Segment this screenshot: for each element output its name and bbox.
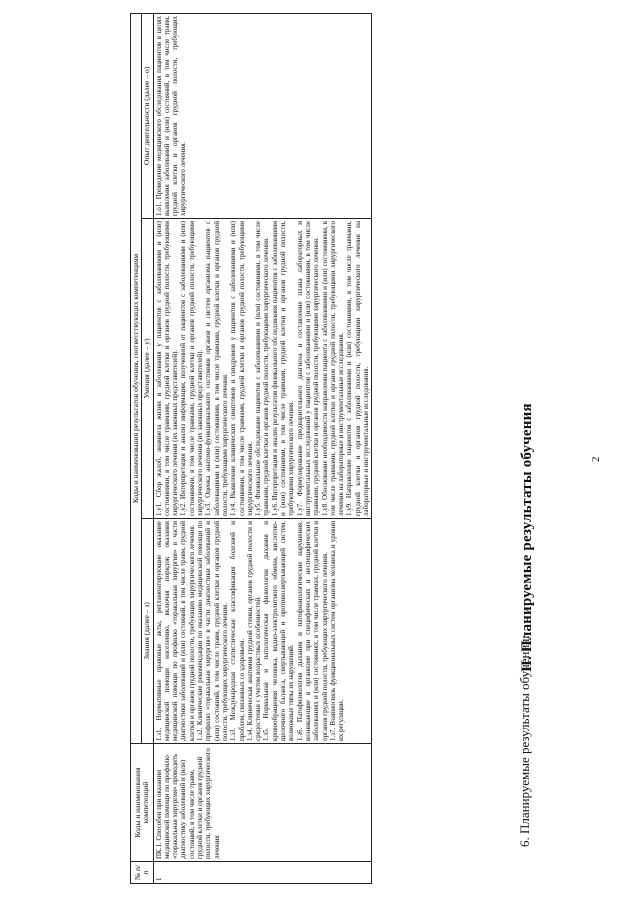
header-experience: Опыт деятельности (далее – о) (142, 14, 153, 219)
header-knowledge: Знания (далее – з) (142, 519, 153, 744)
skill-item: 1.у2. Интерпретация и анализ информации, полученной от пациентов с заболеваниями и (или) состояниями, в том числе травмами, грудной клетки и органов грудной полости, требующими хирургического лечения (их законных представителей). (179, 221, 205, 516)
knowledge-item: 1.з5. Нормальная и патологическая физиология дыхания и кровообращения человека, водно-электролитного обмена, кислотно-щелочного баланса, свертывающей и противосвертывающей систем, возможные типы их нарушений. (262, 521, 296, 741)
knowledge-item: 1.з6. Патофизиология дыхания и патофизиологические нарушения, возникающие в организме при специфических и неспецифических заболеваниях и (или) состояниях, в том числе травмах, грудной клетки и органов грудной полости, требующих хирургического лечения. (295, 521, 329, 741)
header-results-group: Коды и наименования результатов обучения, соответствующих компетенциям (131, 14, 142, 744)
skill-item: 1.у6. Интерпретация и анализ результатов физикального обследования пациентов с заболеваниями и (или) состояниями, в том числе травмами, грудной клетки и органов грудной полости, требующими хирургического лечения. (270, 221, 296, 516)
skill-item: 1.у3. Оценка анатомо-функционального состояния органов и систем организма пациентов с заболеваниями и (или) состояниями, в том числе травмами, грудной клетки и органов грудной полости, требующими хирургического лечения. (204, 221, 229, 516)
table-row (153, 14, 372, 884)
knowledge-item: 1.з7. Взаимосвязь функциональных систем организма человека и уровни их регуляции. (328, 521, 346, 741)
knowledge-item: 1.з1. Нормативные правовые акты, регламентирующие оказание медицинской помощи населению, включая порядок оказания медицинской помощи по профилю «торакальная хирургия» в части диагностики заболеваний и (или) состояний, в том числе травм, грудной клетки и органов грудной полости, требующих хирургического лечения. (154, 521, 196, 741)
skill-item: 1.у7. Формулирование предварительного диагноза и составление плана лабораторных и инструментальных исследований у пациентов с заболеваниями и (или) состояниями, в том числе травмами, грудной клетки и органов грудной полости, требующими хирургического лечения. (295, 221, 321, 516)
skills-cell (153, 219, 372, 519)
skill-item: 1.у9. Направление пациентов с заболеваниями и (или) состояниями, в том числе травмами, грудной клетки и органов грудной полости, требующими хирургического лечения на лабораторные и инструментальные исследования. (345, 221, 371, 516)
skill-item: 1.у1. Сбор жалоб, анамнеза жизни и заболевания у пациентов с заболеваниями и (или) состояниями, в том числе травмами, грудной клетки и органов грудной полости, требующими хирургического лечения (их законных представителей). (154, 221, 180, 516)
skill-item: 1.у8. Обоснование необходимости направления пациента с заболеваниями и (или) состояниями, в том числе травмами, грудной клетки и органов грудной полости, требующими хирургического лечения на лабораторные и инструментальные исследования. (320, 221, 346, 516)
competency-cell: ПК.1. Способен при оказании медицинской помощи по профилю «торакальная хирургия» проводить диагностику заболеваний и (или) состояний, в том числе травм, грудной клетки и органов грудной полости, требующих хирургического лечения (153, 744, 372, 862)
page-number: 2 (590, 456, 602, 462)
knowledge-item: 1.з2. Клинические рекомендации по оказанию медицинской помощи по профилю «торакальная хирургия» в части диагностики заболеваний и (или) состояний, в том числе травм, грудной клетки и органов грудной полости, требующих хирургического лечения. (196, 521, 229, 741)
knowledge-item: 1.з3. Международная статистическая классификация болезней и проблем, связанных со здоровьем. (229, 521, 246, 741)
experience-item: 1.о1. Проведение медицинского обследования пациентов в целях выявления заболеваний и (или) состояний, в том числе травм, грудной клетки и органов грудной полости, требующих хирургического лечения. (154, 16, 188, 216)
header-skills: Умения (далее – у) (142, 219, 153, 519)
section-title: II. Планируемые результаты обучения (519, 403, 535, 672)
experience-cell (153, 14, 372, 219)
skill-item: 1.у5. Физикальное обследование пациентов с заболеваниями и (или) состояниями, в том числе травмами, грудной клетки и органов грудной полости, требующими хирургического лечения. (254, 221, 271, 516)
header-competencies: Коды и наименования компетенций (131, 744, 154, 862)
learning-results-table (130, 13, 372, 884)
row-num: 1 (153, 862, 372, 884)
header-num: № п/п (131, 862, 154, 884)
knowledge-cell (153, 519, 372, 744)
knowledge-item: 1.з4. Клиническая анатомия грудной стенки, органов грудной полости и средостения с учетом возрастных особенностей. (245, 521, 263, 741)
subsection-title: 6. Планируемые результаты обучения: (517, 635, 532, 847)
skill-item: 1.у4. Выявление клинических симптомов и синдромов у пациентов с заболеваниями и (или) состояниями, в том числе травмами, грудной клетки и органов грудной полости, требующими хирургического лечения. (229, 221, 254, 516)
